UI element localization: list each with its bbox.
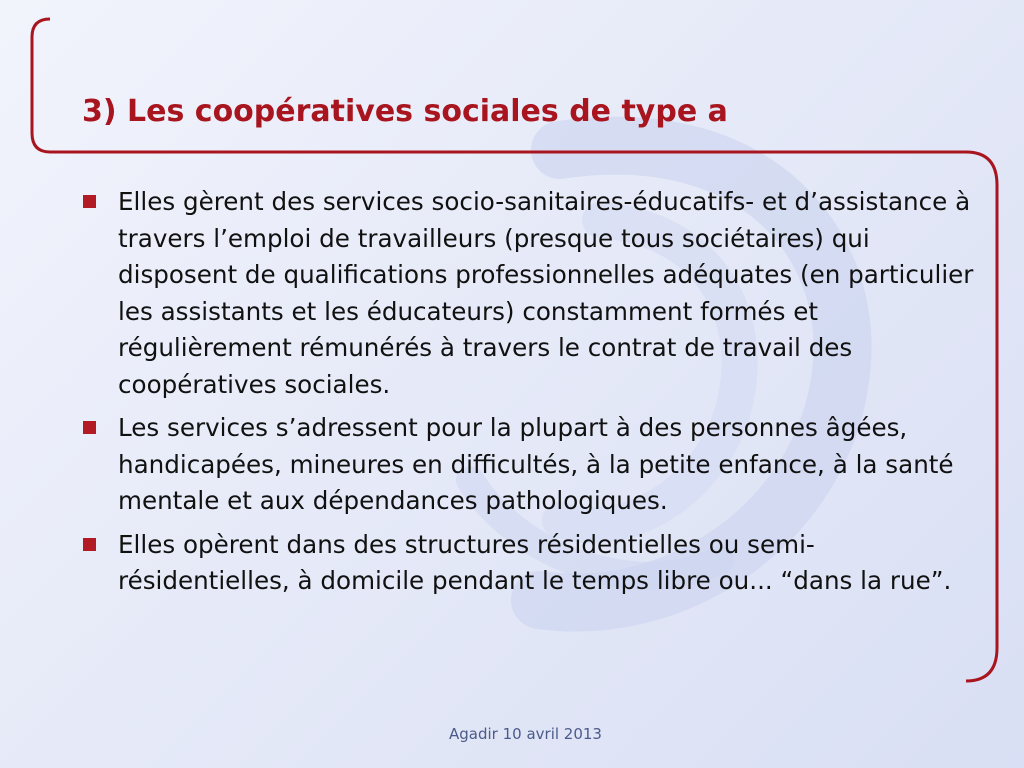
square-bullet-icon <box>83 421 96 434</box>
square-bullet-icon <box>83 538 96 551</box>
bullet-item-2 <box>82 410 982 520</box>
slide-title: 3) Les coopératives sociales de type a <box>82 94 728 129</box>
bullet-text-1: Elles gèrent des services socio-sanitaires-éducatifs- et d’assistance à travers l’emploi de travailleurs (presque tous sociétaires) qui disposent de qualifications professionnelles adéquates (en particulier les assistants et les éducateurs) constamment formés et régulièrement rémunérés à travers le contrat de travail des coopératives sociales. <box>118 187 974 399</box>
left-bracket-line <box>32 19 966 152</box>
bullet-item-1 <box>82 184 982 403</box>
bullet-list <box>82 184 982 607</box>
slide-footer-date: Agadir 10 avril 2013 <box>449 725 602 743</box>
bullet-item-3 <box>82 527 982 600</box>
square-bullet-icon <box>83 195 96 208</box>
bullet-text-3: Elles opèrent dans des structures résidentielles ou semi-résidentielles, à domicile pendant le temps libre ou... “dans la rue”. <box>118 529 952 595</box>
bullet-text-2: Les services s’adressent pour la plupart à des personnes âgées, handicapées, mineures en difficultés, à la petite enfance, à la santé mentale et aux dépendances pathologiques. <box>118 413 954 515</box>
